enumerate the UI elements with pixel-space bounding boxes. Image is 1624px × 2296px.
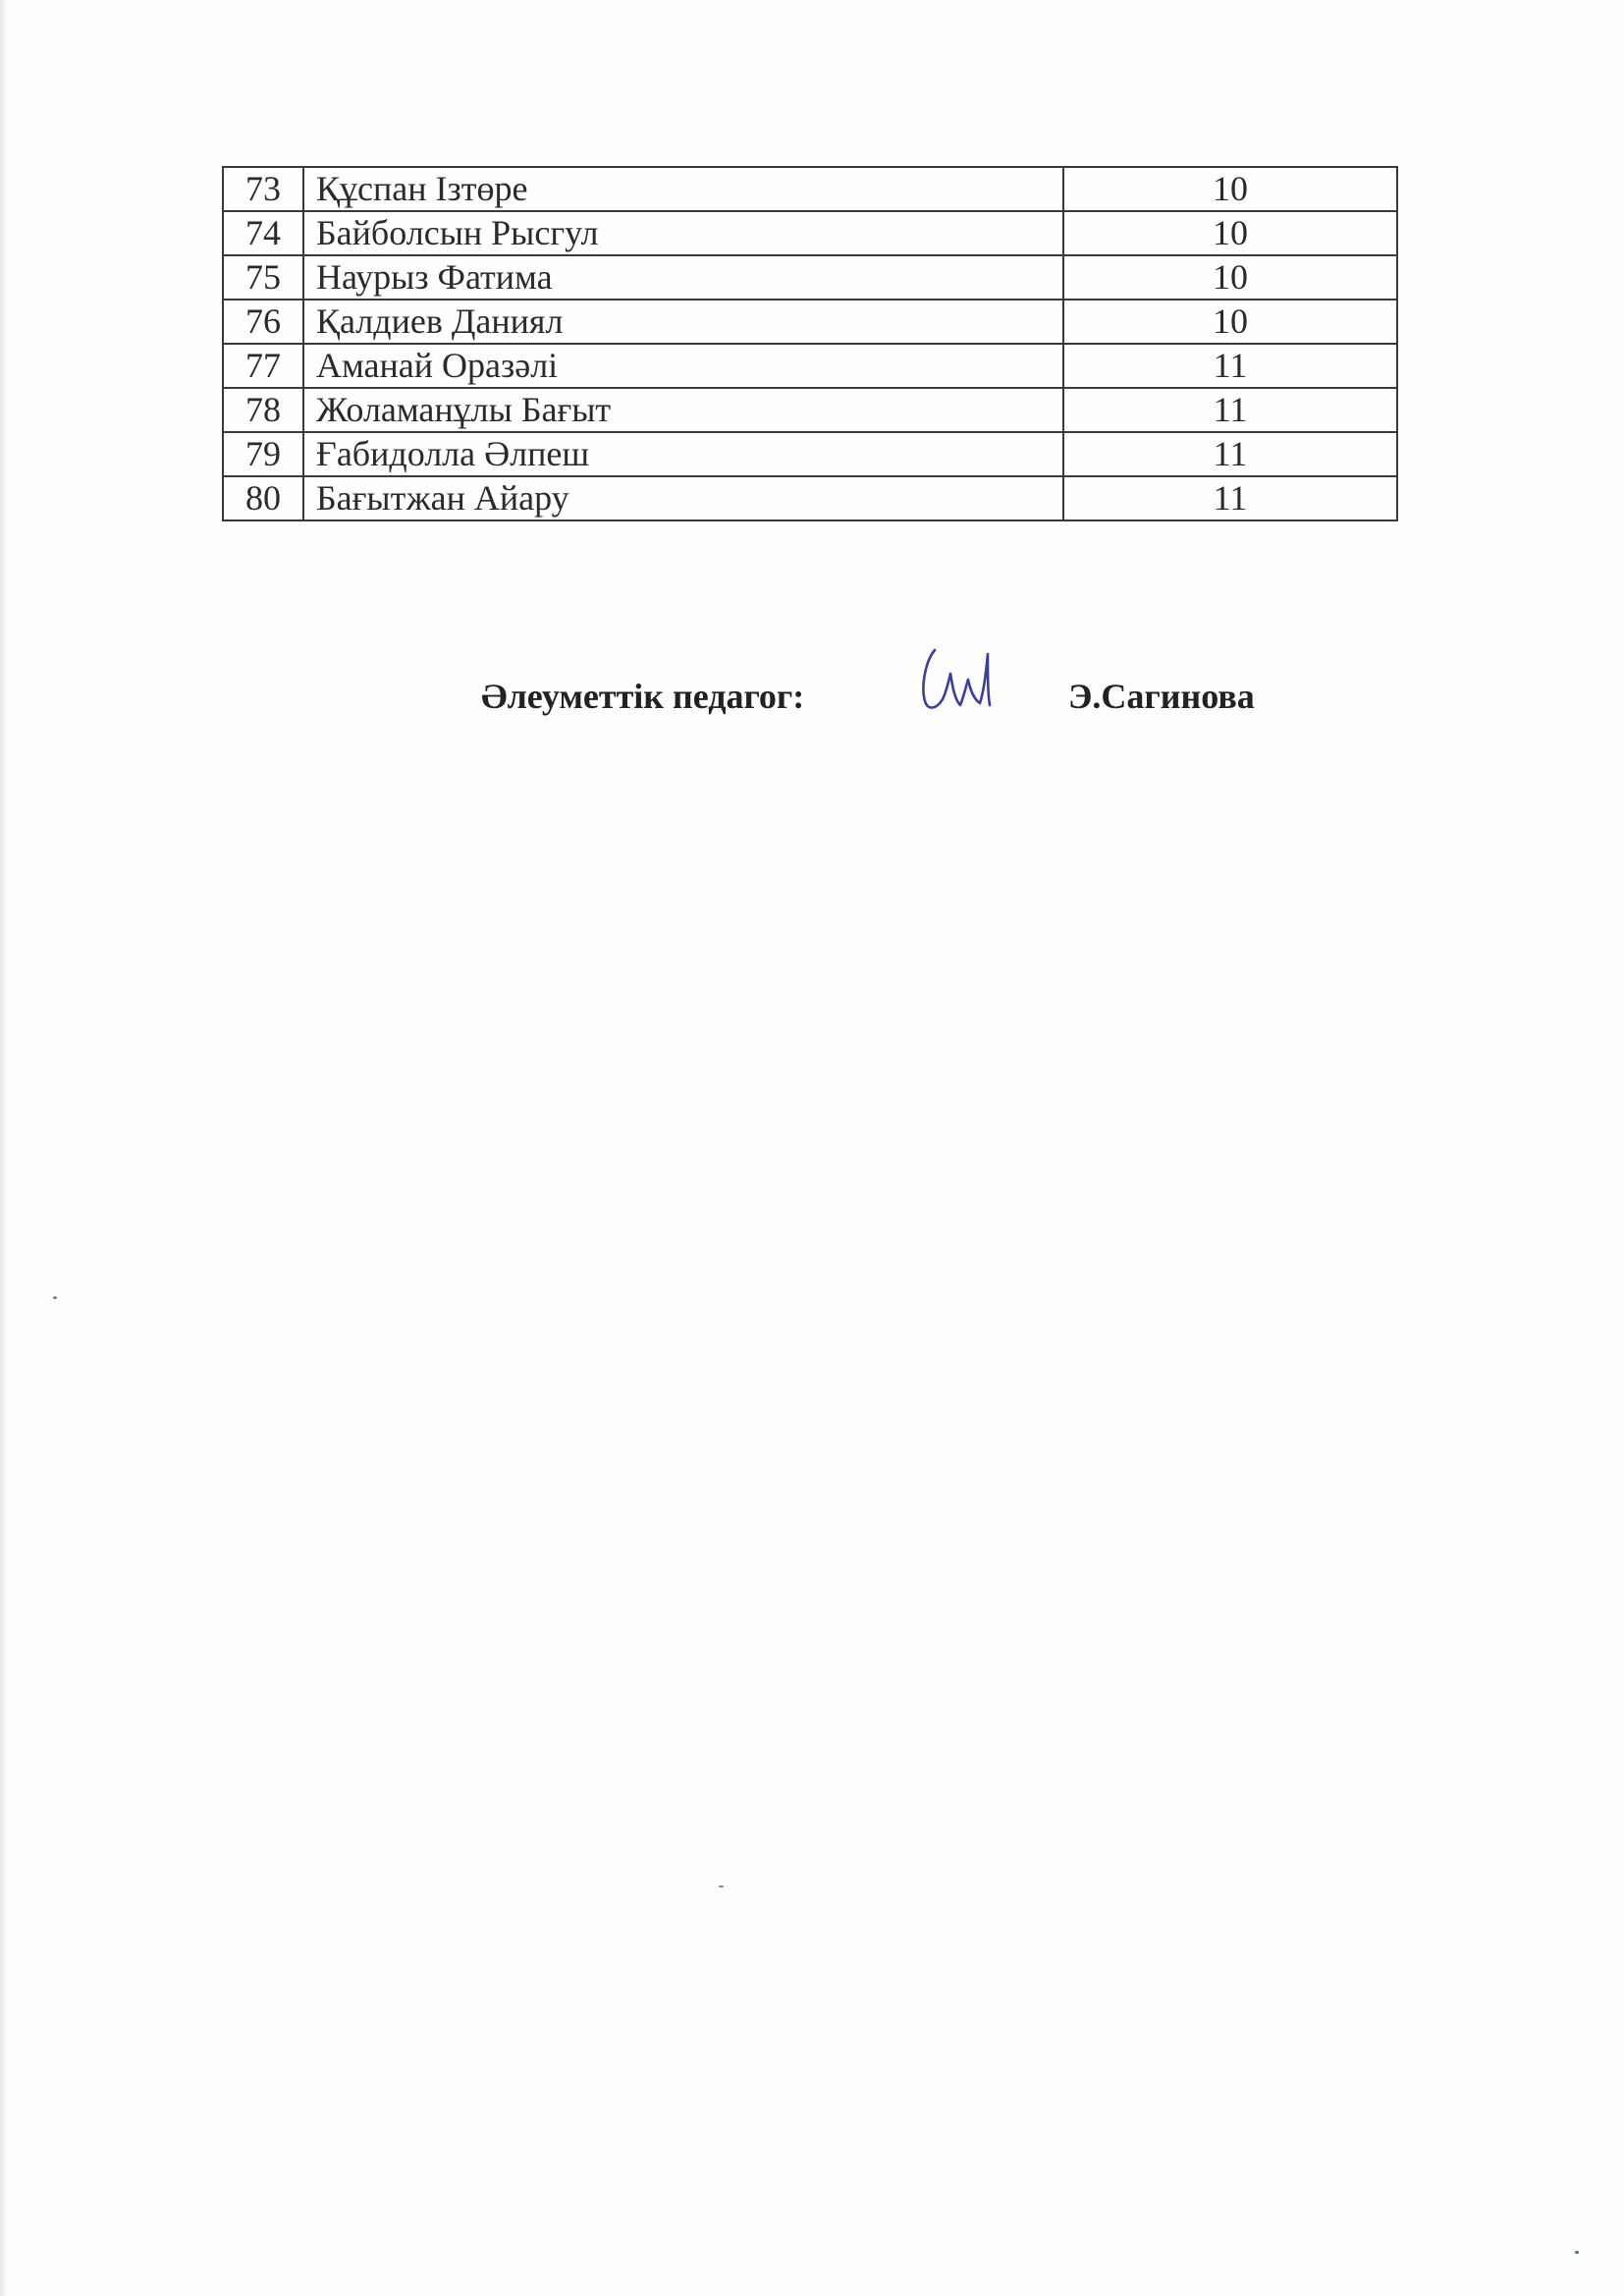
student-grade: 10 [1063,211,1397,255]
scan-speck [1575,2251,1579,2254]
student-name: Аманай Оразәлі [303,344,1063,388]
student-grade: 11 [1063,476,1397,520]
student-roster-table [222,166,1398,521]
student-name: Жоламанұлы Бағыт [303,388,1063,432]
table-row [223,432,1397,476]
table-row [223,476,1397,520]
row-number: 78 [223,388,303,432]
student-name: Бағытжан Айару [303,476,1063,520]
table-row [223,388,1397,432]
table-row [223,211,1397,255]
row-number: 77 [223,344,303,388]
student-name: Наурыз Фатима [303,255,1063,300]
row-number: 80 [223,476,303,520]
scan-speck [53,1296,57,1299]
signature-block [0,668,1624,746]
row-number: 75 [223,255,303,300]
student-grade: 10 [1063,255,1397,300]
table-row [223,300,1397,344]
scan-speck [719,1886,724,1887]
handwritten-signature [913,640,1021,729]
student-grade: 11 [1063,432,1397,476]
table-row [223,255,1397,300]
table-row [223,344,1397,388]
student-grade: 11 [1063,344,1397,388]
scan-edge-shadow [0,0,8,2296]
row-number: 79 [223,432,303,476]
student-grade: 10 [1063,300,1397,344]
student-name: Ғабидолла Әлпеш [303,432,1063,476]
table-row [223,167,1397,211]
row-number: 73 [223,167,303,211]
signer-name: Э.Сагинова [1068,677,1255,716]
row-number: 74 [223,211,303,255]
row-number: 76 [223,300,303,344]
student-name: Байболсын Рысгул [303,211,1063,255]
student-grade: 10 [1063,167,1397,211]
student-name: Қалдиев Даниял [303,300,1063,344]
student-name: Құспан Ізтөре [303,167,1063,211]
signer-role-label: Әлеуметтік педагог: [481,677,805,716]
student-grade: 11 [1063,388,1397,432]
